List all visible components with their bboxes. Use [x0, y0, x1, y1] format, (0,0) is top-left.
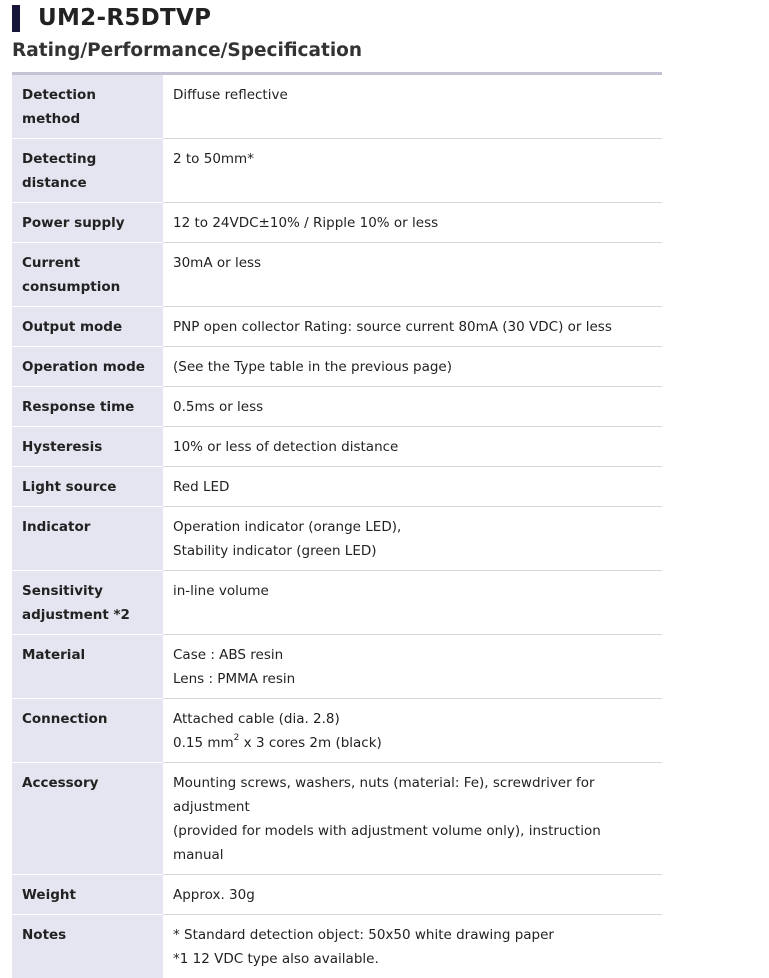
spec-row-notes	[12, 915, 662, 978]
spec-value	[163, 875, 662, 915]
spec-table	[12, 75, 662, 978]
spec-value-line: Approx. 30g	[173, 883, 652, 907]
spec-row-hysteresis	[12, 427, 662, 467]
spec-label: Connection	[12, 699, 163, 763]
spec-value-line: Mounting screws, washers, nuts (material: Fe), screwdriver for adjustment	[173, 771, 652, 819]
spec-value	[163, 467, 662, 507]
spec-label-line: adjustment *2	[22, 603, 153, 627]
spec-row-operation-mode	[12, 347, 662, 387]
spec-value	[163, 915, 662, 978]
spec-value-line: Case : ABS resin	[173, 643, 652, 667]
page-title: UM2-R5DTVP	[38, 5, 211, 31]
spec-label: Hysteresis	[12, 427, 163, 467]
spec-row-indicator	[12, 507, 662, 571]
spec-value	[163, 635, 662, 699]
spec-value-line: (provided for models with adjustment volume only), instruction manual	[173, 819, 652, 867]
spec-value-line: 10% or less of detection distance	[173, 435, 652, 459]
spec-label: Notes	[12, 915, 163, 978]
spec-row-response-time	[12, 387, 662, 427]
spec-value-fragment: x 3 cores 2m (black)	[239, 735, 381, 751]
spec-value-line: * Standard detection object: 50x50 white drawing paper	[173, 923, 652, 947]
spec-row-current-consumption	[12, 243, 662, 307]
spec-label: Response time	[12, 387, 163, 427]
spec-label: Detecting distance	[12, 139, 163, 203]
spec-row-output-mode	[12, 307, 662, 347]
spec-value-line: 30mA or less	[173, 251, 652, 275]
spec-value-line: Attached cable (dia. 2.8)	[173, 707, 652, 731]
spec-value	[163, 203, 662, 243]
spec-label-line: Current	[22, 251, 153, 275]
spec-value	[163, 243, 662, 307]
spec-label: Power supply	[12, 203, 163, 243]
spec-value-line: Diffuse reflective	[173, 83, 652, 107]
spec-label: Operation mode	[12, 347, 163, 387]
spec-value-fragment: 0.15 mm	[173, 735, 234, 751]
spec-label-line: consumption	[22, 275, 153, 299]
spec-value	[163, 347, 662, 387]
spec-row-material	[12, 635, 662, 699]
spec-row-weight	[12, 875, 662, 915]
spec-value	[163, 307, 662, 347]
spec-value	[163, 763, 662, 875]
spec-label: Output mode	[12, 307, 163, 347]
spec-label	[12, 243, 163, 307]
spec-label: Light source	[12, 467, 163, 507]
spec-row-power-supply	[12, 203, 662, 243]
spec-value-line: (See the Type table in the previous page)	[173, 355, 652, 379]
spec-value-line: Operation indicator (orange LED),	[173, 515, 652, 539]
spec-value-line: *1 12 VDC type also available.	[173, 947, 652, 971]
spec-value	[163, 139, 662, 203]
spec-value-line: 2 to 50mm*	[173, 147, 652, 171]
spec-value-line: PNP open collector Rating: source current 80mA (30 VDC) or less	[173, 315, 652, 339]
spec-label: Indicator	[12, 507, 163, 571]
spec-label: Detection method	[12, 75, 163, 139]
spec-row-connection	[12, 699, 662, 763]
spec-value-line: in-line volume	[173, 579, 652, 603]
spec-row-accessory	[12, 763, 662, 875]
spec-value	[163, 75, 662, 139]
spec-label-line: Sensitivity	[22, 579, 153, 603]
spec-value	[163, 427, 662, 467]
title-block	[12, 4, 211, 32]
spec-value-line: 12 to 24VDC±10% / Ripple 10% or less	[173, 211, 652, 235]
spec-label: Material	[12, 635, 163, 699]
spec-value-line: Lens : PMMA resin	[173, 667, 652, 691]
spec-row-detection-method	[12, 75, 662, 139]
spec-label: Weight	[12, 875, 163, 915]
superscript: 2	[234, 733, 240, 743]
spec-row-detecting-distance	[12, 139, 662, 203]
spec-value	[163, 507, 662, 571]
spec-value-line	[173, 731, 652, 755]
title-marker	[12, 5, 20, 32]
spec-value-line: 0.5ms or less	[173, 395, 652, 419]
spec-row-light-source	[12, 467, 662, 507]
spec-value-line: Stability indicator (green LED)	[173, 539, 652, 563]
spec-label	[12, 571, 163, 635]
spec-value-line: Red LED	[173, 475, 652, 499]
spec-value	[163, 699, 662, 763]
section-subtitle: Rating/Performance/Specification	[12, 40, 362, 61]
spec-label: Accessory	[12, 763, 163, 875]
spec-value	[163, 387, 662, 427]
spec-row-sensitivity-adjustment	[12, 571, 662, 635]
spec-value	[163, 571, 662, 635]
